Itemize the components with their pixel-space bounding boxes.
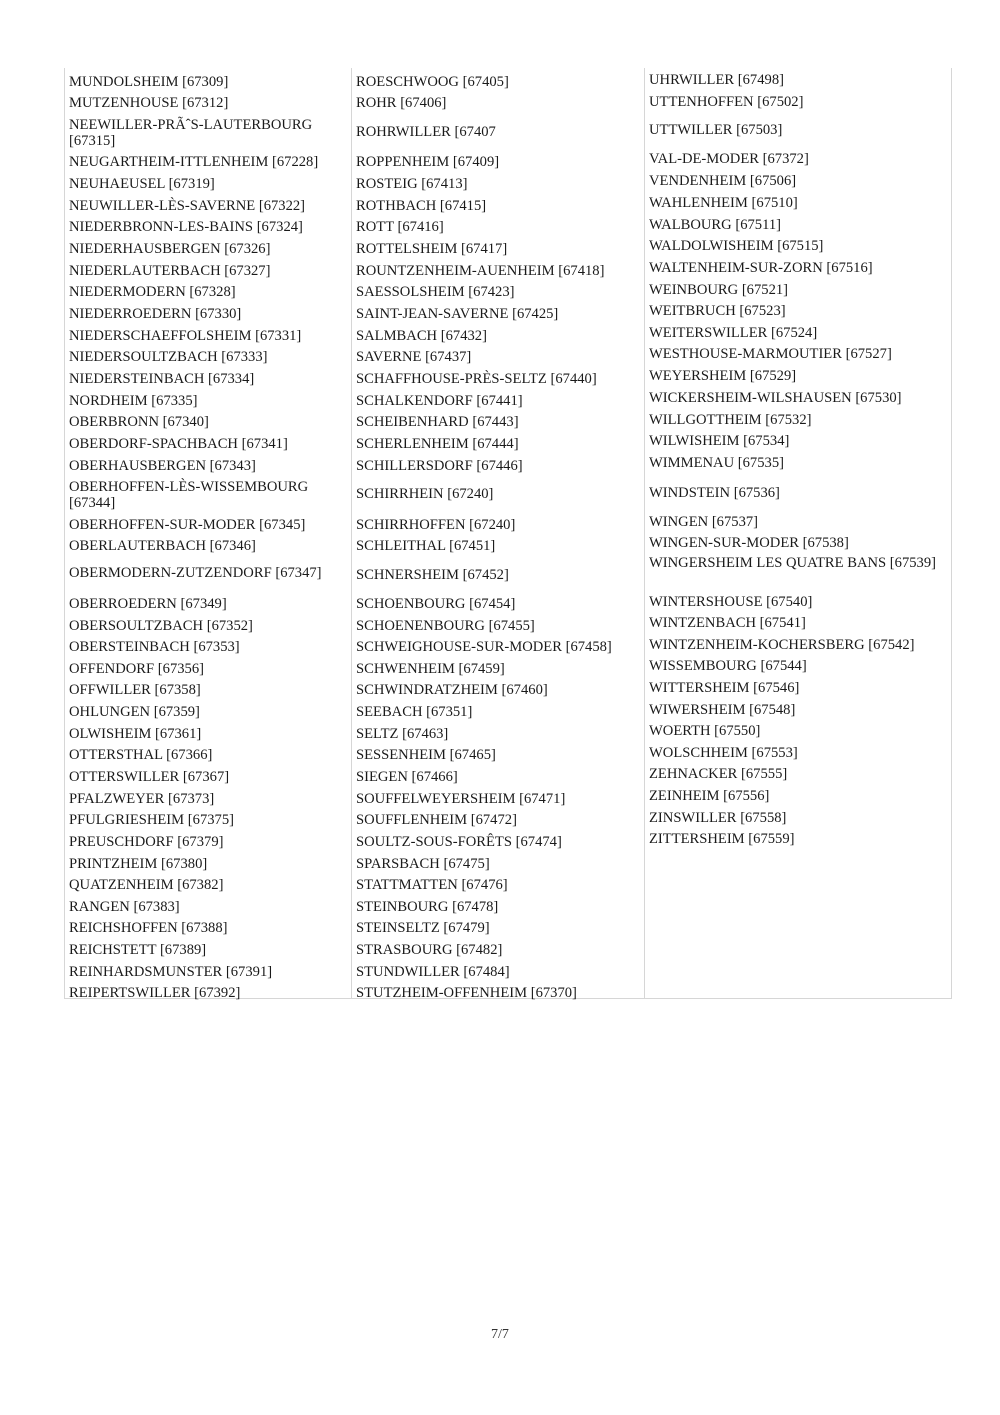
commune-entry: ROPPENHEIM [67409] — [356, 154, 500, 170]
commune-entry: UTTENHOFFEN [67502] — [649, 94, 804, 110]
commune-entry: OBERHOFFEN-LÈS-WISSEMBOURG [67344] — [69, 479, 309, 511]
commune-entry: SCHOENBOURG [67454] — [356, 596, 516, 612]
commune-entry: NIEDERHAUSBERGEN [67326] — [69, 241, 271, 257]
commune-entry: QUATZENHEIM [67382] — [69, 877, 224, 893]
commune-entry: SCHALKENDORF [67441] — [356, 393, 523, 409]
commune-entry: OHLUNGEN [67359] — [69, 704, 200, 720]
commune-entry: SCHAFFHOUSE-PRÈS-SELTZ [67440] — [356, 371, 597, 387]
commune-entry: WEITBRUCH [67523] — [649, 303, 786, 319]
commune-entry: ZINSWILLER [67558] — [649, 810, 787, 826]
commune-entry: OTTERSWILLER [67367] — [69, 769, 230, 785]
commune-entry: SOULTZ-SOUS-FORÊTS [67474] — [356, 834, 562, 850]
commune-entry: REIPERTSWILLER [67392] — [69, 985, 241, 1001]
commune-entry: WEYERSHEIM [67529] — [649, 368, 797, 384]
commune-entry: STUTZHEIM-OFFENHEIM [67370] — [356, 985, 577, 1001]
commune-entry: VAL-DE-MODER [67372] — [649, 151, 809, 167]
commune-entry: PREUSCHDORF [67379] — [69, 834, 224, 850]
commune-entry: OBERMODERN-ZUTZENDORF [67347] — [69, 565, 322, 581]
commune-entry: WALBOURG [67511] — [649, 217, 782, 233]
commune-entry: OBERDORF-SPACHBACH [67341] — [69, 436, 288, 452]
commune-entry: ROTHBACH [67415] — [356, 198, 487, 214]
commune-entry: NEUWILLER-LÈS-SAVERNE [67322] — [69, 198, 306, 214]
commune-entry: SCHNERSHEIM [67452] — [356, 567, 509, 583]
commune-entry: WINGEN [67537] — [649, 514, 759, 530]
commune-entry: ZEHNACKER [67555] — [649, 766, 788, 782]
table-column-3 — [644, 68, 951, 998]
commune-entry: ROTTELSHEIM [67417] — [356, 241, 508, 257]
commune-entry: SIEGEN [67466] — [356, 769, 458, 785]
commune-entry: ROUNTZENHEIM-AUENHEIM [67418] — [356, 263, 605, 279]
commune-entry: STEINSELTZ [67479] — [356, 920, 490, 936]
commune-entry: SCHOENENBOURG [67455] — [356, 618, 535, 634]
commune-entry: OLWISHEIM [67361] — [69, 726, 202, 742]
commune-entry: SCHLEITHAL [67451] — [356, 538, 496, 554]
commune-entry: WINTERSHOUSE [67540] — [649, 594, 813, 610]
commune-entry: SOUFFLENHEIM [67472] — [356, 812, 517, 828]
commune-entry: SAVERNE [67437] — [356, 349, 472, 365]
commune-entry: WINTZENBACH [67541] — [649, 615, 806, 631]
commune-entry: NEEWILLER-PRÃˆS-LAUTERBOURG [67315] — [69, 117, 313, 149]
commune-entry: NIEDERSTEINBACH [67334] — [69, 371, 255, 387]
commune-entry: UTTWILLER [67503] — [649, 122, 783, 138]
commune-entry: REICHSTETT [67389] — [69, 942, 207, 958]
commune-entry: WESTHOUSE-MARMOUTIER [67527] — [649, 346, 892, 362]
commune-entry: PRINTZHEIM [67380] — [69, 856, 208, 872]
commune-entry: ROSTEIG [67413] — [356, 176, 468, 192]
commune-table — [64, 68, 952, 999]
commune-entry: WAHLENHEIM [67510] — [649, 195, 798, 211]
commune-entry: WOERTH [67550] — [649, 723, 761, 739]
commune-entry: RANGEN [67383] — [69, 899, 180, 915]
commune-entry: REINHARDSMUNSTER [67391] — [69, 964, 273, 980]
commune-entry: MUNDOLSHEIM [67309] — [69, 74, 229, 90]
commune-entry: WINGEN-SUR-MODER [67538] — [649, 535, 849, 551]
commune-entry: STEINBOURG [67478] — [356, 899, 499, 915]
commune-entry: SAESSOLSHEIM [67423] — [356, 284, 515, 300]
commune-entry: SESSENHEIM [67465] — [356, 747, 496, 763]
commune-entry: SCHIRRHOFFEN [67240] — [356, 517, 516, 533]
commune-entry: WINDSTEIN [67536] — [649, 485, 780, 501]
commune-entry: OFFWILLER [67358] — [69, 682, 201, 698]
commune-entry: STUNDWILLER [67484] — [356, 964, 510, 980]
commune-entry: REICHSHOFFEN [67388] — [69, 920, 228, 936]
commune-entry: WILLGOTTHEIM [67532] — [649, 412, 812, 428]
commune-entry: WITTERSHEIM [67546] — [649, 680, 800, 696]
commune-entry: WISSEMBOURG [67544] — [649, 658, 807, 674]
commune-entry: WINGERSHEIM LES QUATRE BANS [67539] — [649, 555, 937, 571]
commune-entry: NIEDERSOULTZBACH [67333] — [69, 349, 268, 365]
commune-entry: SCHWEIGHOUSE-SUR-MODER [67458] — [356, 639, 612, 655]
commune-entry: OBERROEDERN [67349] — [69, 596, 227, 612]
commune-entry: ROHR [67406] — [356, 95, 447, 111]
table-column-2 — [351, 68, 644, 1001]
commune-entry: OBERLAUTERBACH [67346] — [69, 538, 256, 554]
page-number: 7/7 — [491, 1327, 509, 1342]
commune-entry: VENDENHEIM [67506] — [649, 173, 797, 189]
commune-entry: NEUGARTHEIM-ITTLENHEIM [67228] — [69, 154, 319, 170]
commune-entry: PFALZWEYER [67373] — [69, 791, 215, 807]
commune-entry: SEEBACH [67351] — [356, 704, 473, 720]
commune-entry: STATTMATTEN [67476] — [356, 877, 508, 893]
commune-entry: WINTZENHEIM-KOCHERSBERG [67542] — [649, 637, 915, 653]
commune-entry: SCHILLERSDORF [67446] — [356, 458, 523, 474]
commune-entry: WIWERSHEIM [67548] — [649, 702, 796, 718]
commune-entry: NIEDERLAUTERBACH [67327] — [69, 263, 271, 279]
commune-entry: SPARSBACH [67475] — [356, 856, 490, 872]
commune-entry: SCHWENHEIM [67459] — [356, 661, 505, 677]
commune-entry: SELTZ [67463] — [356, 726, 449, 742]
commune-entry: OBERSOULTZBACH [67352] — [69, 618, 253, 634]
commune-entry: UHRWILLER [67498] — [649, 72, 784, 88]
commune-entry: SCHEIBENHARD [67443] — [356, 414, 519, 430]
commune-entry: SCHWINDRATZHEIM [67460] — [356, 682, 548, 698]
commune-entry: WILWISHEIM [67534] — [649, 433, 790, 449]
commune-entry: WEITERSWILLER [67524] — [649, 325, 818, 341]
commune-entry: WALDOLWISHEIM [67515] — [649, 238, 824, 254]
commune-entry: ROESCHWOOG [67405] — [356, 74, 509, 90]
commune-entry: SAINT-JEAN-SAVERNE [67425] — [356, 306, 559, 322]
commune-entry: SALMBACH [67432] — [356, 328, 487, 344]
commune-entry: PFULGRIESHEIM [67375] — [69, 812, 234, 828]
commune-entry: NIEDERSCHAEFFOLSHEIM [67331] — [69, 328, 302, 344]
commune-entry: WEINBOURG [67521] — [649, 282, 789, 298]
commune-entry: NIEDERBRONN-LES-BAINS [67324] — [69, 219, 303, 235]
commune-entry: NIEDERMODERN [67328] — [69, 284, 236, 300]
commune-entry: ZEINHEIM [67556] — [649, 788, 770, 804]
commune-entry: WIMMENAU [67535] — [649, 455, 784, 471]
commune-entry: ZITTERSHEIM [67559] — [649, 831, 795, 847]
commune-entry: NEUHAEUSEL [67319] — [69, 176, 215, 192]
commune-entry: WALTENHEIM-SUR-ZORN [67516] — [649, 260, 873, 276]
commune-entry: STRASBOURG [67482] — [356, 942, 503, 958]
table-column-1 — [65, 68, 350, 1001]
commune-entry: OBERSTEINBACH [67353] — [69, 639, 240, 655]
commune-entry: OBERHAUSBERGEN [67343] — [69, 458, 256, 474]
commune-entry: MUTZENHOUSE [67312] — [69, 95, 229, 111]
commune-entry: OBERBRONN [67340] — [69, 414, 209, 430]
commune-entry: OTTERSTHAL [67366] — [69, 747, 213, 763]
commune-entry: NIEDERROEDERN [67330] — [69, 306, 242, 322]
commune-entry: NORDHEIM [67335] — [69, 393, 198, 409]
commune-entry: WOLSCHHEIM [67553] — [649, 745, 798, 761]
commune-entry: OFFENDORF [67356] — [69, 661, 205, 677]
commune-entry: SCHERLENHEIM [67444] — [356, 436, 519, 452]
commune-entry: OBERHOFFEN-SUR-MODER [67345] — [69, 517, 306, 533]
commune-entry: ROHRWILLER [67407 — [356, 124, 496, 140]
commune-entry: SOUFFELWEYERSHEIM [67471] — [356, 791, 566, 807]
commune-entry: WICKERSHEIM-WILSHAUSEN [67530] — [649, 390, 902, 406]
commune-entry: ROTT [67416] — [356, 219, 444, 235]
commune-entry: SCHIRRHEIN [67240] — [356, 486, 494, 502]
